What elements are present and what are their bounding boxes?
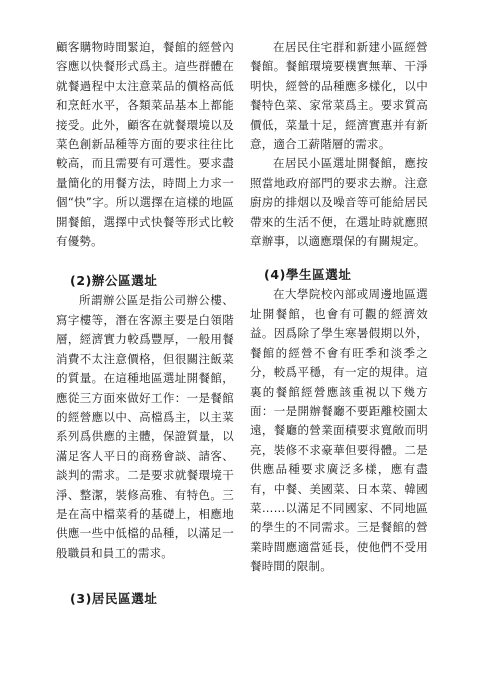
student-area-heading: (4)學生區選址 bbox=[264, 267, 352, 283]
residential-area-paragraph: 在居民住宅群和新建小區經營餐館。餐館環境要樸實無華、干淨明快，經營的品種應多樣化，以中餐特色菜、家常菜爲主。要求質高價低，菜量十足，經濟實惠并有新意，適合工薪階層的需求。 bbox=[250, 40, 428, 152]
office-area-intro-paragraph: 顧客購物時間緊迫，餐館的經營內容應以快餐形式爲主。這些群體在就餐過程中太注意菜品的價格高低和烹飪水平，各類菜品基本上都能接受。此外，顧客在就餐環境以及菜色創新品種等方面的要求往往比較高，而且需要有可選性。要求盡量簡化的用餐方法，時間上力求一個“快”字。所以選擇在這樣的地區開餐館，選擇中式快餐等形式比較有優勢。 bbox=[56, 40, 234, 249]
residential-regulation-paragraph: 在居民小區選址開餐館，應按照當地政府部門的要求去辦。注意廚房的排烟以及噪音等可能給居民帶來的生活不便，在選址時就應照章辦事，以適應環保的有關規定。 bbox=[250, 156, 428, 249]
student-area-paragraph: 在大學院校內部或周邊地區選址開餐館，也會有可觀的經濟效益。因爲除了學生寒暑假期以外，餐館的經營不會有旺季和淡季之分，較爲平穩，有一定的規律。這裏的餐館經營應該重視以下幾方面：一是開辦餐廳不要距離校園太遠，餐廳的營業面積要求寬敞而明亮，裝修不求豪華但要得體。二是供應品種要求廣泛多樣，應有盡有，中餐、美國菜、日本菜、韓國菜……以滿足不同國家、不同地區的學生的不同需求。三是餐館的營業時間應適當延長，使他們不受用餐時間的限制。 bbox=[250, 287, 428, 574]
left-column bbox=[56, 38, 234, 609]
residential-area-heading: (3)居民區選址 bbox=[70, 591, 158, 607]
office-area-heading: (2)辦公區選址 bbox=[70, 273, 158, 289]
office-area-paragraph: 所謂辦公區是指公司辦公樓、寫字樓等，潛在客源主要是白領階層，經濟實力較爲豐厚，一般用餐消費不太注意價格，但很關注飯菜的質量。在這種地區選址開餐館，應從三方面來做好工作：一是餐館的經營應以中、高檔爲主，以主菜系列爲供應的主體，保證質量，以滿足客人平日的商務會談、請客、談判的需求。二是要求就餐環境干淨、整潔，裝修高雅、有特色。三是在高中檔菜肴的基礎上，相應地供應一些中低檔的品種，以滿足一般職員和員工的需求。 bbox=[56, 293, 234, 560]
right-column bbox=[250, 38, 428, 577]
